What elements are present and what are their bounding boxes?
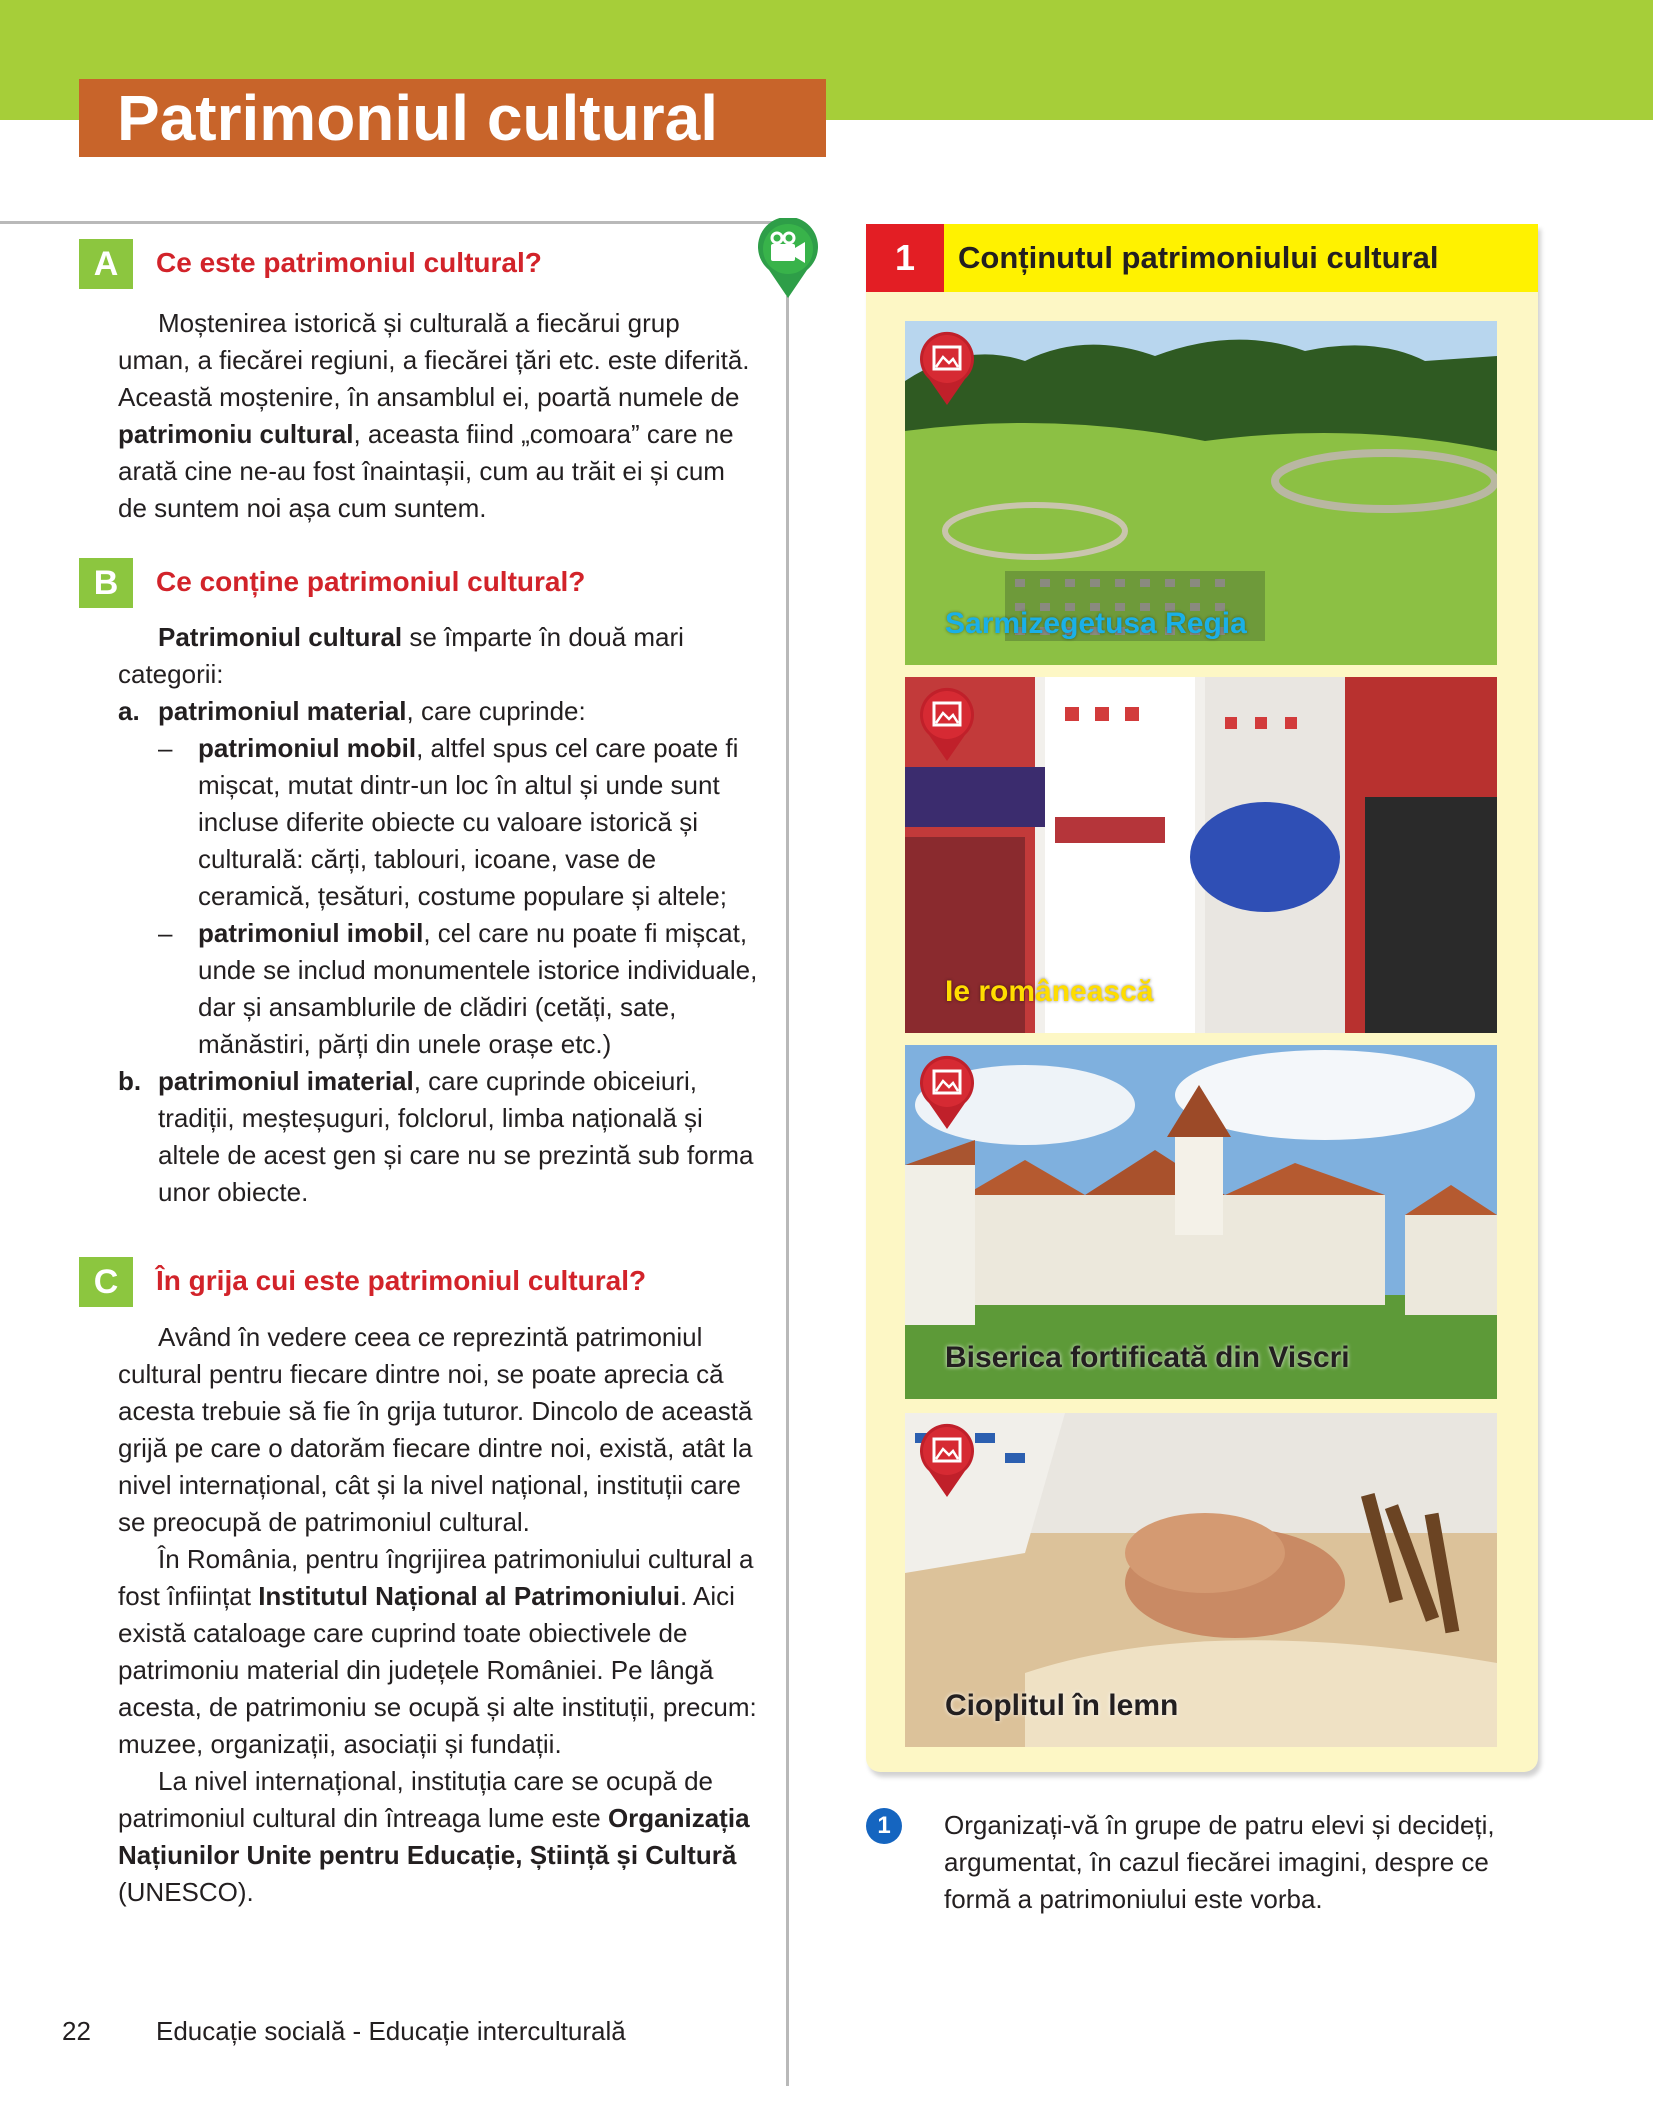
section-c-paragraph-1: Având în vedere ceea ce reprezintă patrimoniul cultural pentru fiecare dintre noi, se poate aprecia că acesta trebuie să fie în grija tuturor. Dincolo de această grijă pe care o datorăm fiecare dintre noi, există, atât la nivel internațional, cât și la nivel național, instituții care se preocupă de patrimoniul cultural.: [118, 1322, 753, 1537]
image-icon: [917, 1423, 977, 1499]
section-c-paragraph-3: La nivel internațional, instituția care se ocupă de patrimoniul cultural din întreaga lume este Organizația Națiunilor Unite pentru Educație, Știință și Cultură (UNESCO).: [118, 1766, 750, 1907]
image-icon: [917, 687, 977, 763]
list-item-b: b. patrimoniul imaterial, care cuprinde obiceiuri, tradiții, meșteșuguri, folclorul, limba națională și altele de acest gen și care nu se prezintă sub forma unor obiecte.: [118, 1066, 754, 1207]
sublist-item-mobil: – patrimoniul mobil, altfel spus cel care poate fi mișcat, mutat dintr-un loc în altul și unde sunt incluse diferite obiecte cu valoare istorică și culturală: cărți, tablouri, icoane, vase de ceramică, țesături, costume populare și altele;: [158, 733, 739, 911]
section-a-badge: A: [79, 239, 133, 289]
section-c-body: [118, 1319, 758, 1911]
section-a-body: [118, 305, 758, 527]
page-title: Patrimoniul cultural: [79, 79, 826, 157]
section-b-title: Ce conține patrimoniul cultural?: [156, 566, 586, 597]
photo-viscri: [905, 1045, 1497, 1399]
photo-caption: Sarmizegetusa Regia: [945, 607, 1247, 640]
panel-number: 1: [866, 224, 944, 292]
exercise-text: Organizați-vă în grupe de patru elevi și decideți, argumentat, în cazul fiecărei imagini, despre ce formă a patrimoniului este vorba.: [944, 1810, 1495, 1914]
section-c-badge: C: [79, 1257, 133, 1307]
panel-title: Conținutul patrimoniului cultural: [958, 240, 1439, 275]
section-b-badge: B: [79, 558, 133, 608]
photo-ie-romaneasca: [905, 677, 1497, 1033]
section-a-title: Ce este patrimoniul cultural?: [156, 247, 542, 278]
photo-caption: Cioplitul în lemn: [945, 1689, 1179, 1722]
top-divider-line: [0, 221, 788, 224]
image-icon: [917, 331, 977, 407]
sublist-item-imobil: – patrimoniul imobil, cel care nu poate fi mișcat, unde se includ monumentele istorice individuale, dar și ansamblurile de clădiri (cetăți, sate, mănăstiri, părți din unele orașe etc.): [158, 918, 758, 1059]
term-patrimoniu-cultural: patrimoniu cultural: [118, 419, 354, 449]
video-camera-icon[interactable]: [755, 218, 821, 300]
section-b-intro: Patrimoniul cultural se împarte în două mari categorii:: [118, 622, 684, 689]
section-a-paragraph: Moștenirea istorică și culturală a fiecărui grup uman, a fiecărei regiuni, a fiecărei țări etc. este diferită. Această moștenire, în ansamblul ei, poartă numele de patrimoniu cultural, aceasta fiind „comoara” care ne arată cine ne-au fost înaintașii, cum au trăit ei și cum de suntem noi așa cum suntem.: [118, 308, 750, 523]
photo-sarmizegetusa: [905, 321, 1497, 665]
image-icon: [917, 1055, 977, 1131]
photo-caption: Biserica fortificată din Viscri: [945, 1341, 1350, 1374]
photo-caption: Ie românească: [945, 975, 1154, 1008]
footer-subject: Educație socială - Educație interculturală: [156, 2016, 626, 2046]
section-b-body: [118, 619, 758, 1211]
list-item-a: a. patrimoniul material, care cuprinde:: [118, 696, 586, 726]
section-c-paragraph-2: În România, pentru îngrijirea patrimoniului cultural a fost înființat Institutul Național al Patrimoniului. Aici există cataloage care cuprind toate obiectivele de patrimoniu material din județele României. Pe lângă acesta, de patrimoniu se ocupă și alte instituții, precum: muzee, organizații, asociații și fundații.: [118, 1544, 757, 1759]
exercise-number-badge: 1: [866, 1808, 902, 1844]
photo-cioplitul-in-lemn: [905, 1413, 1497, 1747]
page-number: 22: [62, 2016, 91, 2046]
section-c-title: În grija cui este patrimoniul cultural?: [156, 1265, 647, 1296]
column-divider-line: [786, 296, 789, 2086]
